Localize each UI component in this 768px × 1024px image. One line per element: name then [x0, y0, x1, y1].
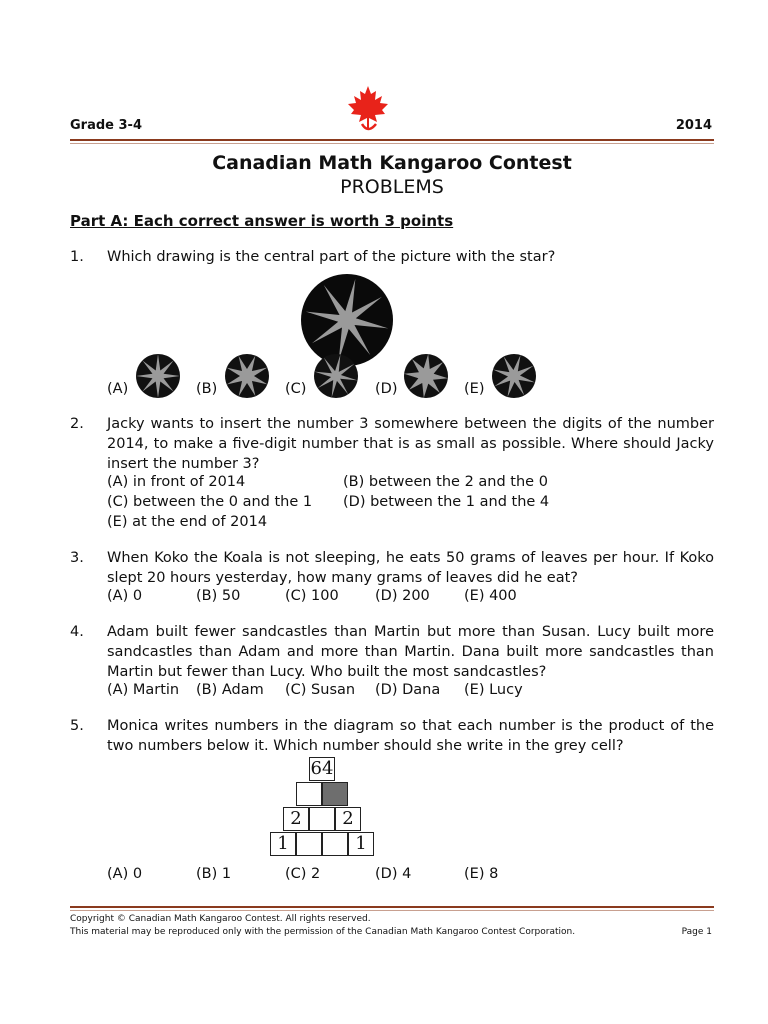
question-text: Monica writes numbers in the diagram so that each number is the product of the two numbers below it. Which number should she write in the grey cell? [107, 718, 714, 754]
copyright-text: Copyright © Canadian Math Kangaroo Contest. All rights reserved. [70, 914, 371, 924]
footer-rule-thin [70, 910, 714, 911]
maple-leaf-logo [346, 84, 390, 136]
option-a: (A) Martin [107, 682, 180, 698]
option-b: (B) 50 [196, 588, 241, 604]
option-c: (C) 100 [285, 588, 339, 604]
option-b-drawing [224, 353, 270, 399]
pyramid-cell [322, 832, 348, 856]
pyramid-cell: 2 [283, 807, 309, 831]
option-d: (D) Dana [375, 682, 441, 698]
pyramid-cell: 2 [335, 807, 361, 831]
question-text: Jacky wants to insert the number 3 somewhere between the digits of the number 2014, to make a five-digit number that is as small as possible. Where should Jacky insert the number 3? [107, 416, 714, 472]
option-e: (E) [464, 381, 485, 397]
year-label: 2014 [675, 118, 712, 133]
question-number: 2. [70, 416, 84, 432]
option-a-drawing [135, 353, 181, 399]
header-rule-thin [70, 143, 714, 144]
pyramid-cell [309, 807, 335, 831]
option-e: (E) 400 [464, 588, 517, 604]
question-number: 3. [70, 550, 84, 566]
option-a: (A) [107, 381, 129, 397]
option-d: (D) 200 [375, 588, 430, 604]
option-c: (C) between the 0 and the 1 [107, 494, 313, 510]
option-d-drawing [403, 353, 449, 399]
pyramid-cell-top: 64 [310, 758, 334, 779]
option-a: (A) 0 [107, 866, 143, 882]
pyramid-cell: 1 [348, 832, 374, 856]
option-e-drawing [491, 353, 537, 399]
permission-text: This material may be reproduced only with the permission of the Canadian Math Kangaroo Contest Corporation. [70, 927, 576, 937]
grade-label: Grade 3-4 [70, 118, 142, 133]
part-heading: Part A: Each correct answer is worth 3 points [70, 212, 454, 230]
pyramid-cell [296, 832, 322, 856]
option-c: (C) [285, 381, 307, 397]
product-pyramid-diagram [270, 757, 400, 859]
question-number: 4. [70, 624, 84, 640]
option-a: (A) 0 [107, 588, 143, 604]
page-subtitle: PROBLEMS [340, 176, 444, 198]
option-e: (E) 8 [464, 866, 499, 882]
question-text: When Koko the Koala is not sleeping, he eats 50 grams of leaves per hour. If Koko slept 20 hours yesterday, how many grams of leaves did he eat? [107, 550, 714, 586]
footer-rule [70, 906, 714, 908]
option-b: (B) 1 [196, 866, 232, 882]
question-text: Adam built fewer sandcastles than Martin but more than Susan. Lucy built more sandcastles than Adam and more than Martin. Dana built more sandcastles than Martin but fewer than Lucy. Who built the most sandcastles? [107, 624, 714, 680]
question-text: Which drawing is the central part of the picture with the star? [107, 249, 556, 265]
option-e: (E) Lucy [464, 682, 523, 698]
option-e: (E) at the end of 2014 [107, 514, 268, 530]
option-a: (A) in front of 2014 [107, 474, 246, 490]
option-d: (D) between the 1 and the 4 [343, 494, 550, 510]
option-d: (D) 4 [375, 866, 412, 882]
pyramid-grey-cell [322, 782, 348, 806]
option-c-drawing [313, 353, 359, 399]
option-b: (B) between the 2 and the 0 [343, 474, 548, 490]
page-title: Canadian Math Kangaroo Contest [212, 152, 572, 174]
question-number: 1. [70, 249, 84, 265]
option-c: (C) Susan [285, 682, 356, 698]
pyramid-cell: 1 [270, 832, 296, 856]
option-d: (D) [375, 381, 398, 397]
question-number: 5. [70, 718, 84, 734]
pyramid-cell [296, 782, 322, 806]
header-rule [70, 139, 714, 141]
page-number: Page 1 [681, 927, 712, 937]
option-b: (B) [196, 381, 218, 397]
option-b: (B) Adam [196, 682, 264, 698]
option-c: (C) 2 [285, 866, 321, 882]
